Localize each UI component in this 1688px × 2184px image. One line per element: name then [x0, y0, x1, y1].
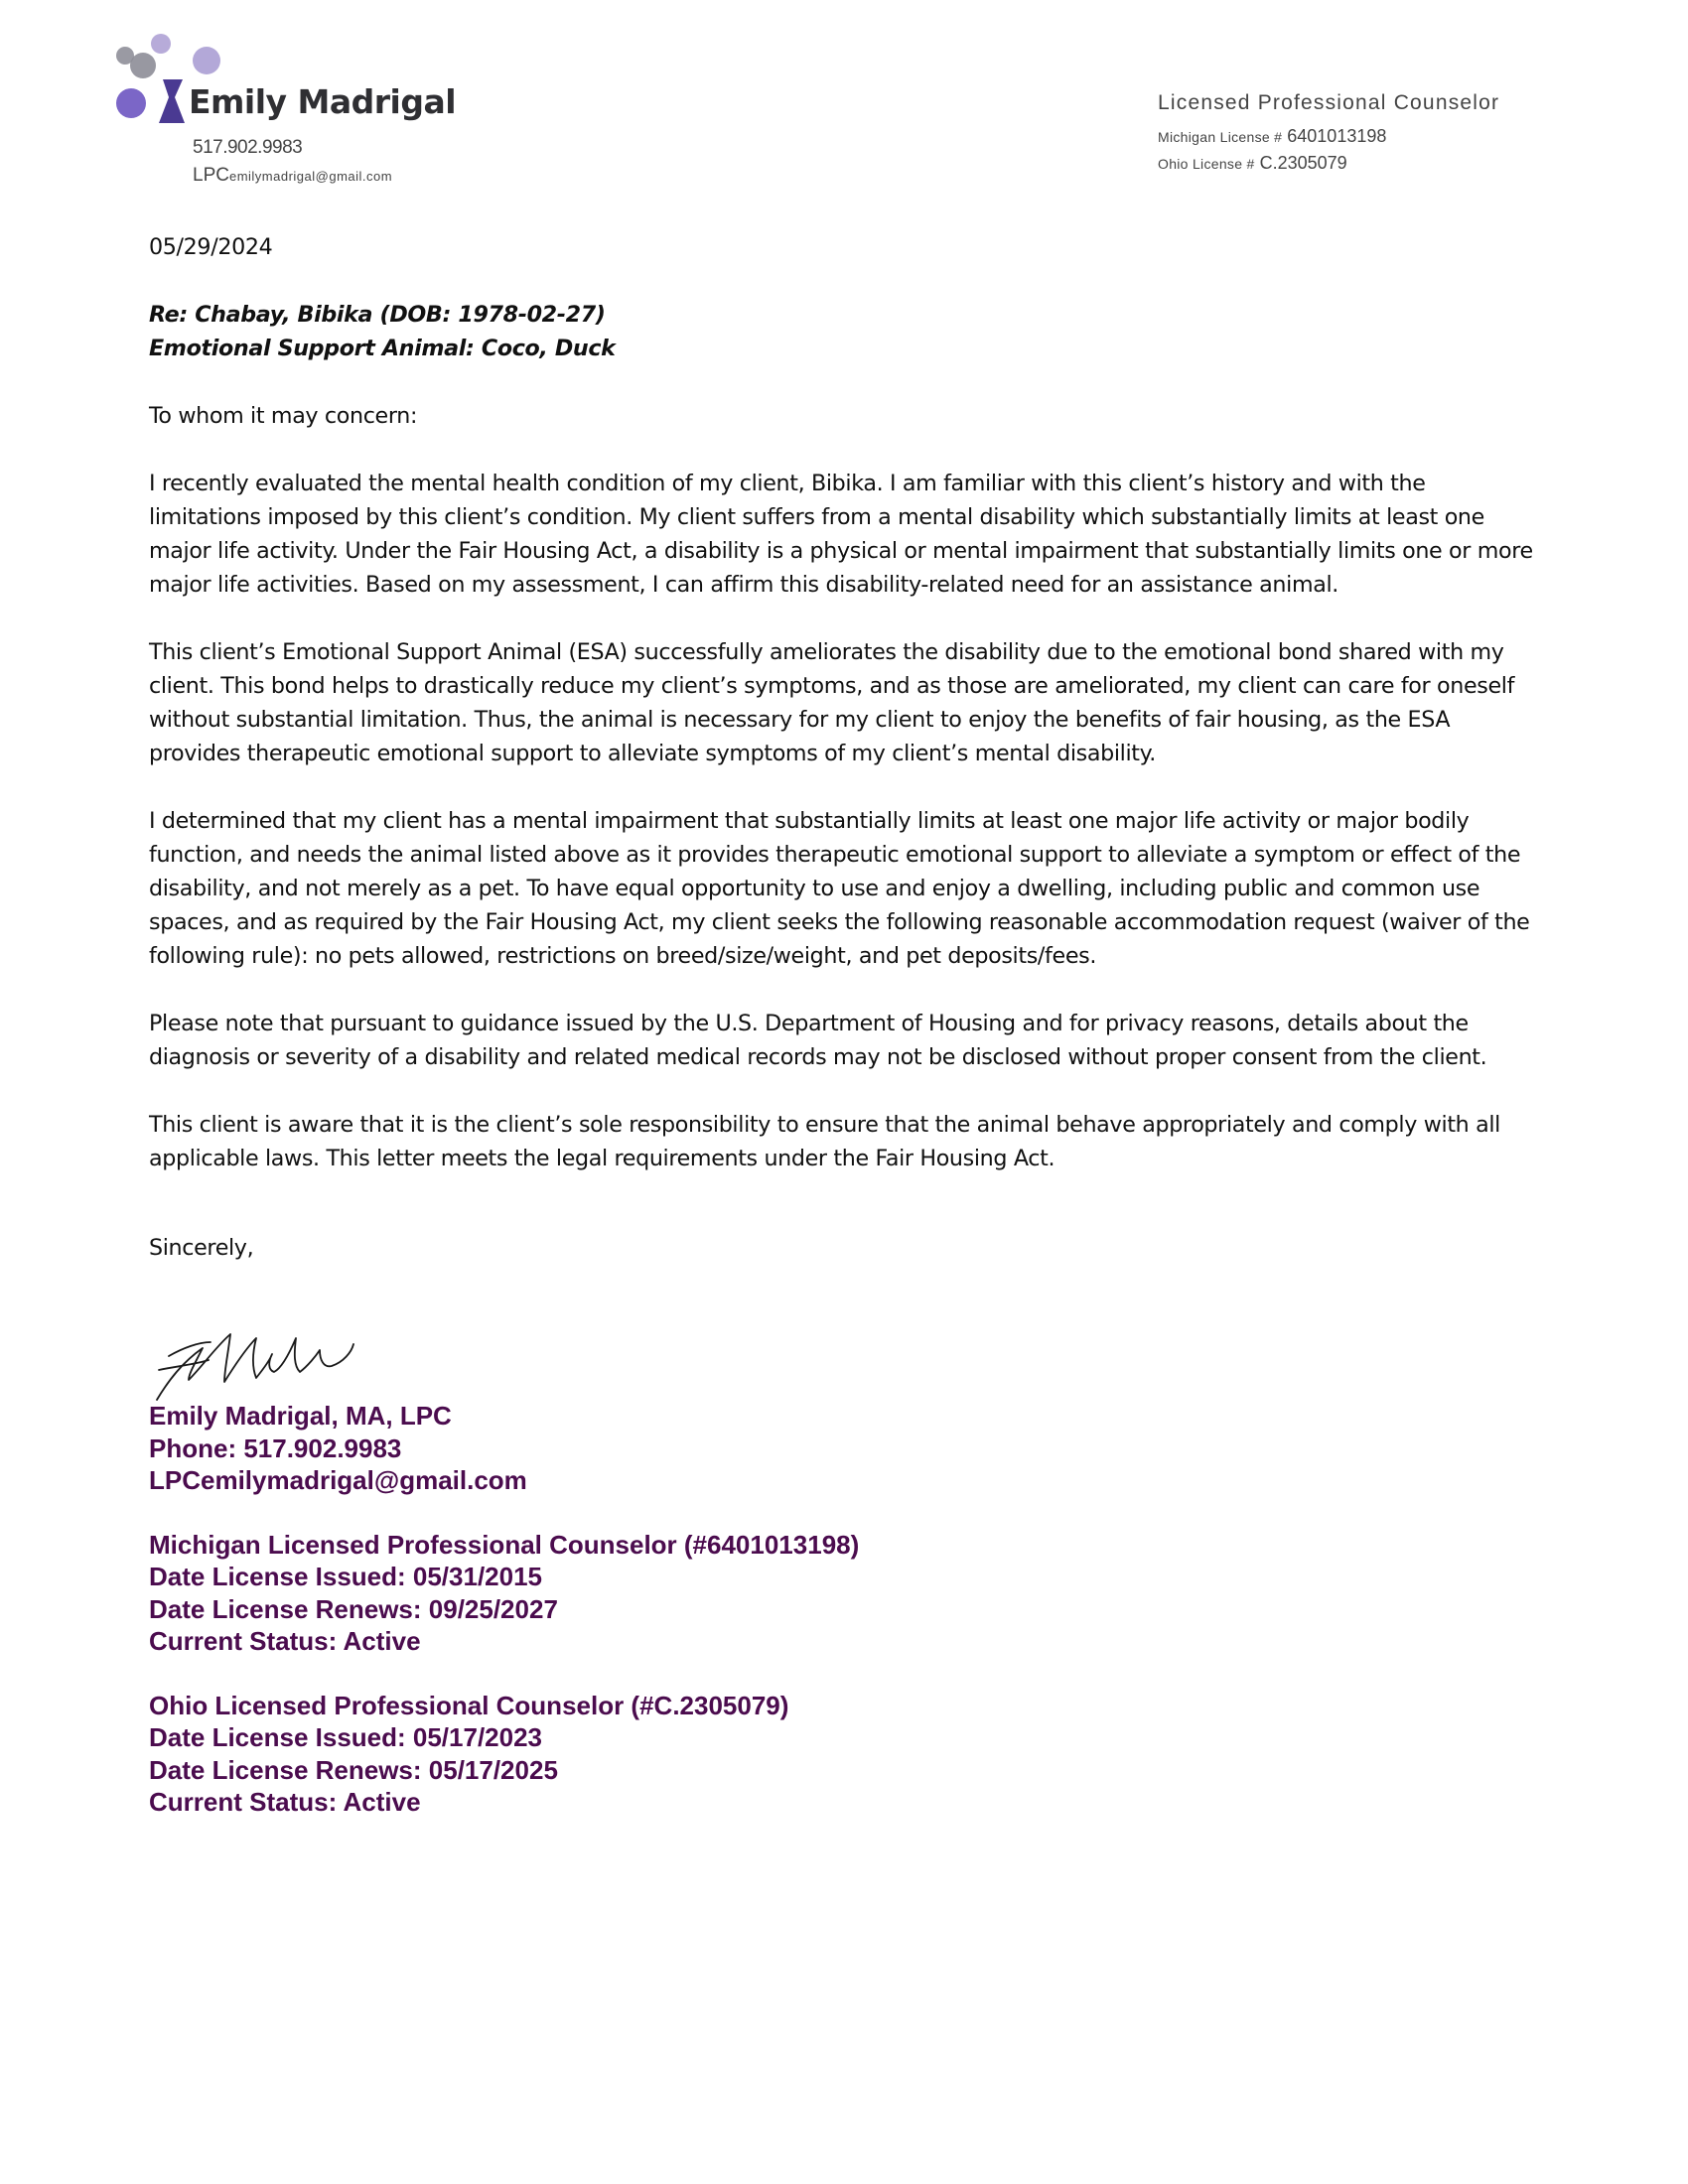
logo-dot-lavender-right: [193, 47, 220, 74]
letter-body: [149, 230, 1539, 1265]
re-line-client: Re: Chabay, Bibika (DOB: 1978-02-27): [149, 302, 606, 328]
michigan-license-number: 6401013198: [1287, 126, 1387, 146]
logo-dot-purple-left: [116, 88, 146, 118]
michigan-license-title: Michigan Licensed Professional Counselor (#6401013198): [149, 1529, 860, 1560]
ohio-license-label: Ohio License #: [1158, 156, 1255, 172]
ohio-license-title: Ohio Licensed Professional Counselor (#C.2305079): [149, 1690, 789, 1720]
letterhead-email: [193, 165, 392, 187]
license-header-ohio: [1158, 150, 1634, 177]
ohio-license-number: C.2305079: [1259, 153, 1347, 173]
handwritten-signature: [149, 1308, 377, 1408]
letter-date: 05/29/2024: [149, 234, 273, 260]
signer-name: Emily Madrigal, MA, LPC: [149, 1401, 452, 1431]
license-header: [1158, 91, 1634, 177]
letterhead-email-rest: emilymadrigal@gmail.com: [228, 169, 393, 184]
paragraph-privacy: Please note that pursuant to guidance issued by the U.S. Department of Housing and for privacy reasons, details about the diagnosis or severity of a disability and related medical records may not be disclosed without proper consent from the client.: [149, 1011, 1487, 1070]
logo-dot-lavender-top: [151, 34, 171, 54]
paragraph-accommodation: I determined that my client has a mental impairment that substantially limits at least one major life activity or major bodily function, and needs the animal listed above as it provides therapeutic emotional support to alleviate a symptom or effect of the disability, and not merely as a pet. To have equal opportunity to use and enjoy a dwelling, including public and common use spaces, and as required by the Fair Housing Act, my client seeks the following reasonable accommodation request (waiver of the following rule): no pets allowed, restrictions on breed/size/weight, and pet deposits/fees.: [149, 808, 1530, 969]
closing: Sincerely,: [149, 1235, 254, 1261]
michigan-license-label: Michigan License #: [1158, 129, 1283, 145]
signer-phone: Phone: 517.902.9983: [149, 1433, 402, 1463]
ohio-license-issued: Date License Issued: 05/17/2023: [149, 1722, 543, 1752]
re-line-animal: Emotional Support Animal: Coco, Duck: [149, 336, 616, 361]
logo-figure: [159, 79, 185, 123]
letterhead-phone: 517.902.9983: [193, 137, 303, 158]
ohio-license-renews: Date License Renews: 05/17/2025: [149, 1754, 558, 1785]
michigan-license-status: Current Status: Active: [149, 1626, 421, 1656]
signature-block: [149, 1400, 859, 1819]
signer-email: LPCemilymadrigal@gmail.com: [149, 1465, 527, 1495]
letterhead-email-prefix: LPC: [193, 165, 229, 186]
paragraph-responsibility: This client is aware that it is the client’s sole responsibility to ensure that the animal behave appropriately and comply with all applicable laws. This letter meets the legal requirements under the Fair Housing Act.: [149, 1112, 1500, 1171]
salutation: To whom it may concern:: [149, 403, 418, 429]
license-header-title: Licensed Professional Counselor: [1158, 91, 1500, 114]
logo-dot-gray-large: [130, 53, 156, 78]
michigan-license-issued: Date License Issued: 05/31/2015: [149, 1562, 543, 1591]
paragraph-evaluation: I recently evaluated the mental health condition of my client, Bibika. I am familiar with this client’s history and with the limitations imposed by this client’s condition. My client suffers from a mental disability which substantially limits at least one major life activity. Under the Fair Housing Act, a disability is a physical or mental impairment that substantially limits one or more major life activities. Based on my assessment, I can affirm this disability-related need for an assistance animal.: [149, 471, 1533, 598]
license-header-michigan: [1158, 123, 1634, 150]
ohio-license-status: Current Status: Active: [149, 1787, 421, 1817]
michigan-license-renews: Date License Renews: 09/25/2027: [149, 1593, 558, 1624]
paragraph-esa-benefit: This client’s Emotional Support Animal (ESA) successfully ameliorates the disability due to the emotional bond shared with my client. This bond helps to drastically reduce my client’s symptoms, and as those are ameliorated, my client can care for oneself without substantial limitation. Thus, the animal is necessary for my client to enjoy the benefits of fair housing, as the ESA provides therapeutic emotional support to alleviate symptoms of my client’s mental disability.: [149, 639, 1515, 766]
letterhead-name: Emily Madrigal: [189, 82, 457, 121]
